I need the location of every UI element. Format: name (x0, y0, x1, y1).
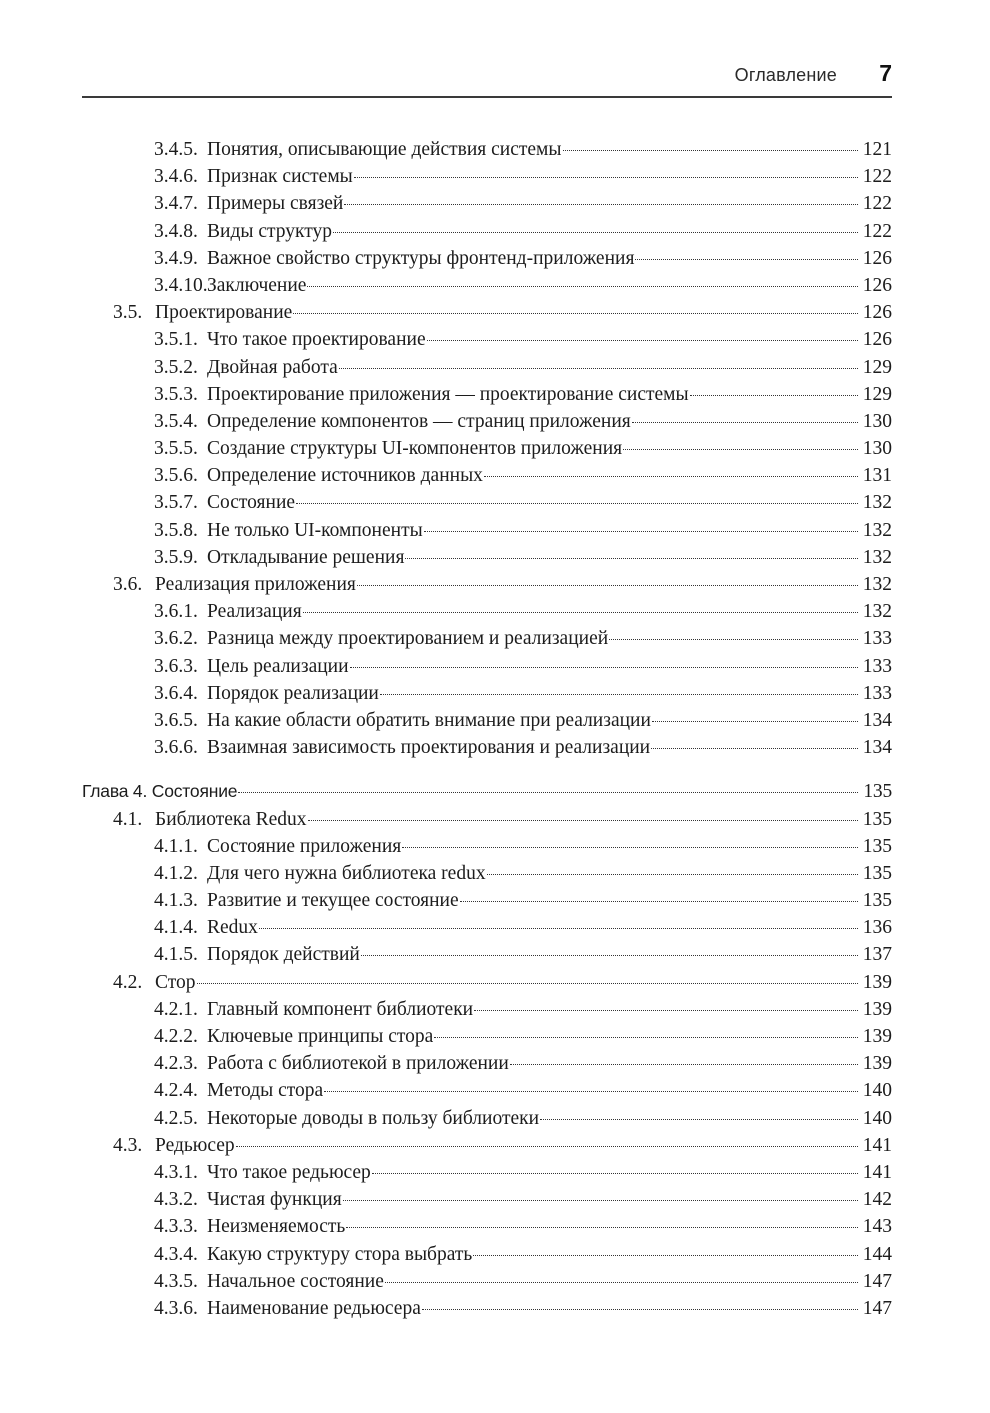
toc-entry (0, 734, 990, 761)
toc-entry-page: 135 (862, 835, 892, 857)
dot-leader (346, 1227, 858, 1228)
table-of-contents (0, 136, 990, 1322)
dot-leader (422, 1309, 858, 1310)
toc-entry-title: Неизменяемость (207, 1216, 346, 1238)
toc-entry-page: 135 (863, 781, 892, 803)
toc-entry-page: 126 (862, 274, 892, 296)
dot-leader (197, 983, 858, 984)
toc-entry-title: Redux (207, 917, 258, 939)
toc-entry-number: 4.2.3. (154, 1053, 198, 1075)
toc-entry (0, 218, 990, 245)
toc-entry (0, 136, 990, 163)
toc-entry-number: 3.6.3. (154, 655, 198, 677)
toc-entry-number: 4.1.3. (154, 890, 198, 912)
toc-entry-title: Некоторые доводы в пользу библиотеки (207, 1107, 540, 1129)
toc-entry-title: Проектирование приложения — проектирование системы (207, 383, 689, 405)
toc-entry-title: Методы стора (207, 1080, 324, 1102)
toc-entry (0, 245, 990, 272)
toc-entry-page: 131 (862, 465, 892, 487)
dot-leader (424, 531, 858, 532)
toc-entry-number: 4.1. (113, 808, 143, 830)
toc-entry-title: Определение компонентов — страниц приложения (207, 410, 631, 432)
toc-entry-page: 130 (862, 438, 892, 460)
toc-entry-title: Не только UI-компоненты (207, 519, 423, 541)
dot-leader (296, 503, 858, 504)
dot-leader (380, 694, 858, 695)
toc-entry (0, 941, 990, 968)
toc-entry-page: 140 (862, 1107, 892, 1129)
dot-leader (434, 1037, 858, 1038)
toc-entry-page: 136 (862, 917, 892, 939)
toc-entry-number: 3.4.6. (154, 166, 198, 188)
toc-entry (0, 1159, 990, 1186)
dot-leader (372, 1173, 858, 1174)
toc-entry-page: 135 (862, 808, 892, 830)
dot-leader (474, 1010, 858, 1011)
toc-entry-number: 3.6.2. (154, 628, 198, 650)
toc-entry-number: 3.5.9. (154, 546, 198, 568)
toc-entry (0, 707, 990, 734)
toc-entry (0, 969, 990, 996)
dot-leader (259, 928, 858, 929)
toc-entry (0, 408, 990, 435)
toc-entry (0, 381, 990, 408)
dot-leader (343, 1200, 858, 1201)
toc-entry-number: 4.3.1. (154, 1161, 198, 1183)
dot-leader (473, 1255, 858, 1256)
toc-entry-page: 144 (862, 1243, 892, 1265)
toc-entry-number: 3.4.5. (154, 139, 198, 160)
dot-leader (344, 204, 858, 205)
toc-entry-title: Примеры связей (207, 193, 344, 215)
toc-entry (0, 860, 990, 887)
toc-entry-title: Цель реализации (207, 655, 349, 677)
toc-entry-title: Откладывание решения (207, 546, 405, 568)
toc-entry-page: 126 (862, 329, 892, 351)
dot-leader (690, 395, 858, 396)
toc-entry-number: 3.5.4. (154, 410, 198, 432)
dot-leader (307, 286, 858, 287)
dot-leader (361, 955, 858, 956)
dot-leader (333, 232, 858, 233)
toc-entry (0, 680, 990, 707)
toc-entry-number: 3.6.6. (154, 737, 198, 759)
toc-entry-number: 4.3. (113, 1134, 143, 1156)
toc-entry-page: 122 (862, 220, 892, 242)
toc-entry-number: 4.1.5. (154, 944, 198, 966)
dot-leader (563, 150, 859, 151)
toc-entry-title: Что такое проектирование (207, 329, 426, 351)
toc-entry-number: 3.5.2. (154, 356, 198, 378)
toc-entry-page: 133 (862, 628, 892, 650)
toc-entry-number: 3.6.5. (154, 709, 198, 731)
dot-leader (339, 368, 858, 369)
header-page-number: 7 (879, 60, 892, 86)
toc-entry-number: 4.2.5. (154, 1107, 198, 1129)
toc-entry (0, 272, 990, 299)
toc-entry (0, 299, 990, 326)
toc-entry-title: Библиотека Redux (155, 808, 307, 830)
toc-entry-number: 3.5.5. (154, 438, 198, 460)
toc-entry (0, 1050, 990, 1077)
dot-leader (405, 558, 858, 559)
toc-entry-page: 139 (862, 1026, 892, 1047)
toc-entry-title: Работа с библиотекой в приложении (207, 1053, 509, 1075)
toc-entry-title: Начальное состояние (207, 1270, 384, 1292)
toc-entry-title: Создание структуры UI-компонентов приложения (207, 438, 623, 460)
toc-entry (0, 462, 990, 489)
dot-leader (484, 476, 858, 477)
toc-entry-page: 139 (862, 1053, 892, 1075)
toc-entry (0, 1132, 990, 1159)
dot-leader (632, 422, 858, 423)
header-title: Оглавление (734, 65, 837, 85)
toc-entry (0, 598, 990, 625)
toc-entry-number: 4.1.2. (154, 862, 198, 884)
toc-entry-number: 3.4.9. (154, 247, 198, 269)
dot-leader (651, 748, 858, 749)
toc-entry (0, 996, 990, 1023)
toc-entry-number: 4.3.6. (154, 1297, 198, 1319)
toc-entry-page: 142 (862, 1189, 892, 1211)
toc-entry (0, 887, 990, 914)
toc-entry-title: Определение источников данных (207, 465, 483, 487)
toc-entry-page: 143 (862, 1216, 892, 1238)
dot-leader (540, 1119, 858, 1120)
toc-entry-page: 132 (862, 492, 892, 514)
dot-leader (609, 639, 858, 640)
toc-entry (0, 1213, 990, 1240)
toc-entry-page: 132 (862, 601, 892, 623)
toc-entry-number: 3.4.8. (154, 220, 198, 242)
toc-entry-page: 133 (862, 655, 892, 677)
toc-entry (0, 571, 990, 598)
toc-entry (0, 1105, 990, 1132)
toc-entry-number: 4.1.1. (154, 835, 198, 857)
toc-entry-title: Взаимная зависимость проектирования и реализации (207, 737, 651, 759)
toc-entry-page: 134 (862, 709, 892, 731)
toc-entry-title: Состояние приложения (207, 835, 402, 857)
toc-entry-page: 141 (862, 1134, 892, 1156)
toc-entry-page: 122 (862, 193, 892, 215)
toc-entry-page: 126 (862, 302, 892, 324)
toc-entry-number: 4.2.4. (154, 1080, 198, 1102)
toc-entry-title: Что такое редьюсер (207, 1161, 371, 1183)
toc-entry-number: 3.5.1. (154, 329, 198, 351)
dot-leader (303, 612, 858, 613)
toc-entry-page: 130 (862, 410, 892, 432)
toc-entry-page: 132 (862, 574, 892, 595)
toc-entry (0, 1268, 990, 1295)
toc-entry-title: Наименование редьюсера (207, 1297, 421, 1319)
dot-leader (308, 820, 858, 821)
toc-entry-title: Состояние (207, 492, 296, 514)
toc-entry-number: 4.3.2. (154, 1189, 198, 1211)
toc-entry (0, 354, 990, 381)
toc-entry-page: 139 (862, 971, 892, 993)
toc-entry-title: На какие области обратить внимание при реализации (207, 709, 651, 731)
dot-leader (354, 177, 858, 178)
toc-entry-title: Виды структур (207, 220, 332, 242)
toc-entry (0, 625, 990, 652)
toc-entry (0, 833, 990, 860)
toc-entry-number: 3.4.10. (154, 274, 208, 296)
toc-entry (0, 517, 990, 544)
toc-entry-number: 3.6.1. (154, 601, 198, 623)
toc-entry-number: 3.6. (113, 574, 143, 595)
toc-entry-page: 147 (862, 1297, 892, 1319)
dot-leader (510, 1064, 858, 1065)
dot-leader (635, 259, 858, 260)
toc-entry-number: 4.2. (113, 971, 143, 993)
toc-entry-title: Порядок действий (207, 944, 360, 966)
toc-entry-page: 129 (862, 356, 892, 378)
toc-entry-number: 3.5.3. (154, 383, 198, 405)
toc-entry-number: 4.2.2. (154, 1026, 198, 1047)
toc-entry (0, 1186, 990, 1213)
toc-entry (0, 914, 990, 941)
dot-leader (293, 313, 858, 314)
toc-entry (0, 489, 990, 516)
toc-entry (0, 190, 990, 217)
toc-entry-title: Проектирование (155, 302, 293, 324)
dot-leader (427, 340, 858, 341)
dot-leader (460, 901, 858, 902)
toc-entry-title: Развитие и текущее состояние (207, 890, 459, 912)
toc-entry (0, 1241, 990, 1268)
dot-leader (324, 1091, 858, 1092)
toc-entry (0, 1023, 990, 1050)
toc-entry-number: 3.4.7. (154, 193, 198, 215)
toc-entry-page: 137 (862, 944, 892, 966)
toc-entry-page: 121 (862, 139, 892, 160)
toc-entry-page: 132 (862, 546, 892, 568)
toc-entry-page: 129 (862, 383, 892, 405)
toc-entry-page: 139 (862, 998, 892, 1020)
dot-leader (623, 449, 858, 450)
toc-entry-title: Признак системы (207, 166, 353, 188)
running-header (82, 52, 892, 98)
toc-entry-page: 126 (862, 247, 892, 269)
toc-entry-page: 147 (862, 1270, 892, 1292)
toc-entry (0, 435, 990, 462)
dot-leader (652, 721, 858, 722)
toc-entry (0, 1295, 990, 1322)
dot-leader (487, 874, 858, 875)
toc-entry (0, 163, 990, 190)
dot-leader (357, 585, 858, 586)
toc-entry (0, 1077, 990, 1104)
toc-entry-title: Для чего нужна библиотека redux (207, 862, 486, 884)
toc-entry (0, 806, 990, 833)
toc-entry-number: 3.5.6. (154, 465, 198, 487)
toc-entry (0, 544, 990, 571)
toc-entry-title: Понятия, описывающие действия системы (207, 139, 562, 160)
toc-entry-number: 4.3.4. (154, 1243, 198, 1265)
toc-entry-title: Заключение (207, 274, 307, 296)
toc-chapter-entry (0, 778, 990, 805)
toc-entry-number: 4.3.5. (154, 1270, 198, 1292)
toc-entry-page: 132 (862, 519, 892, 541)
toc-entry-page: 141 (862, 1161, 892, 1183)
toc-entry-title: Стор (155, 971, 196, 993)
toc-entry-page: 133 (862, 682, 892, 704)
dot-leader (238, 792, 858, 793)
toc-entry-page: 134 (862, 737, 892, 759)
toc-entry-number: 3.6.4. (154, 682, 198, 704)
dot-leader (385, 1282, 858, 1283)
toc-entry-number: 4.2.1. (154, 998, 198, 1020)
toc-entry-number: 4.3.3. (154, 1216, 198, 1238)
toc-entry-title: Порядок реализации (207, 682, 379, 704)
toc-entry (0, 326, 990, 353)
toc-entry-page: 140 (862, 1080, 892, 1102)
toc-entry-number: 4.1.4. (154, 917, 198, 939)
toc-entry-title: Двойная работа (207, 356, 338, 378)
dot-leader (350, 667, 858, 668)
toc-entry-number: 3.5. (113, 302, 143, 324)
toc-entry-number: 3.5.7. (154, 492, 198, 514)
toc-entry-title: Чистая функция (207, 1189, 342, 1211)
toc-entry-title: Редьюсер (155, 1134, 235, 1156)
toc-entry-title: Глава 4. Состояние (82, 781, 238, 802)
toc-entry-title: Важное свойство структуры фронтенд-приложения (207, 247, 635, 269)
toc-entry-page: 135 (862, 862, 892, 884)
toc-entry-title: Главный компонент библиотеки (207, 998, 474, 1020)
toc-entry-number: 3.5.8. (154, 519, 198, 541)
toc-entry (0, 653, 990, 680)
dot-leader (402, 847, 858, 848)
toc-entry-title: Ключевые принципы стора (207, 1026, 434, 1047)
toc-entry-page: 135 (862, 890, 892, 912)
toc-entry-page: 122 (862, 166, 892, 188)
toc-entry-title: Реализация приложения (155, 574, 356, 595)
dot-leader (236, 1146, 858, 1147)
toc-entry-title: Какую структуру стора выбрать (207, 1243, 473, 1265)
toc-entry-title: Реализация (207, 601, 302, 623)
toc-entry-title: Разница между проектированием и реализацией (207, 628, 609, 650)
